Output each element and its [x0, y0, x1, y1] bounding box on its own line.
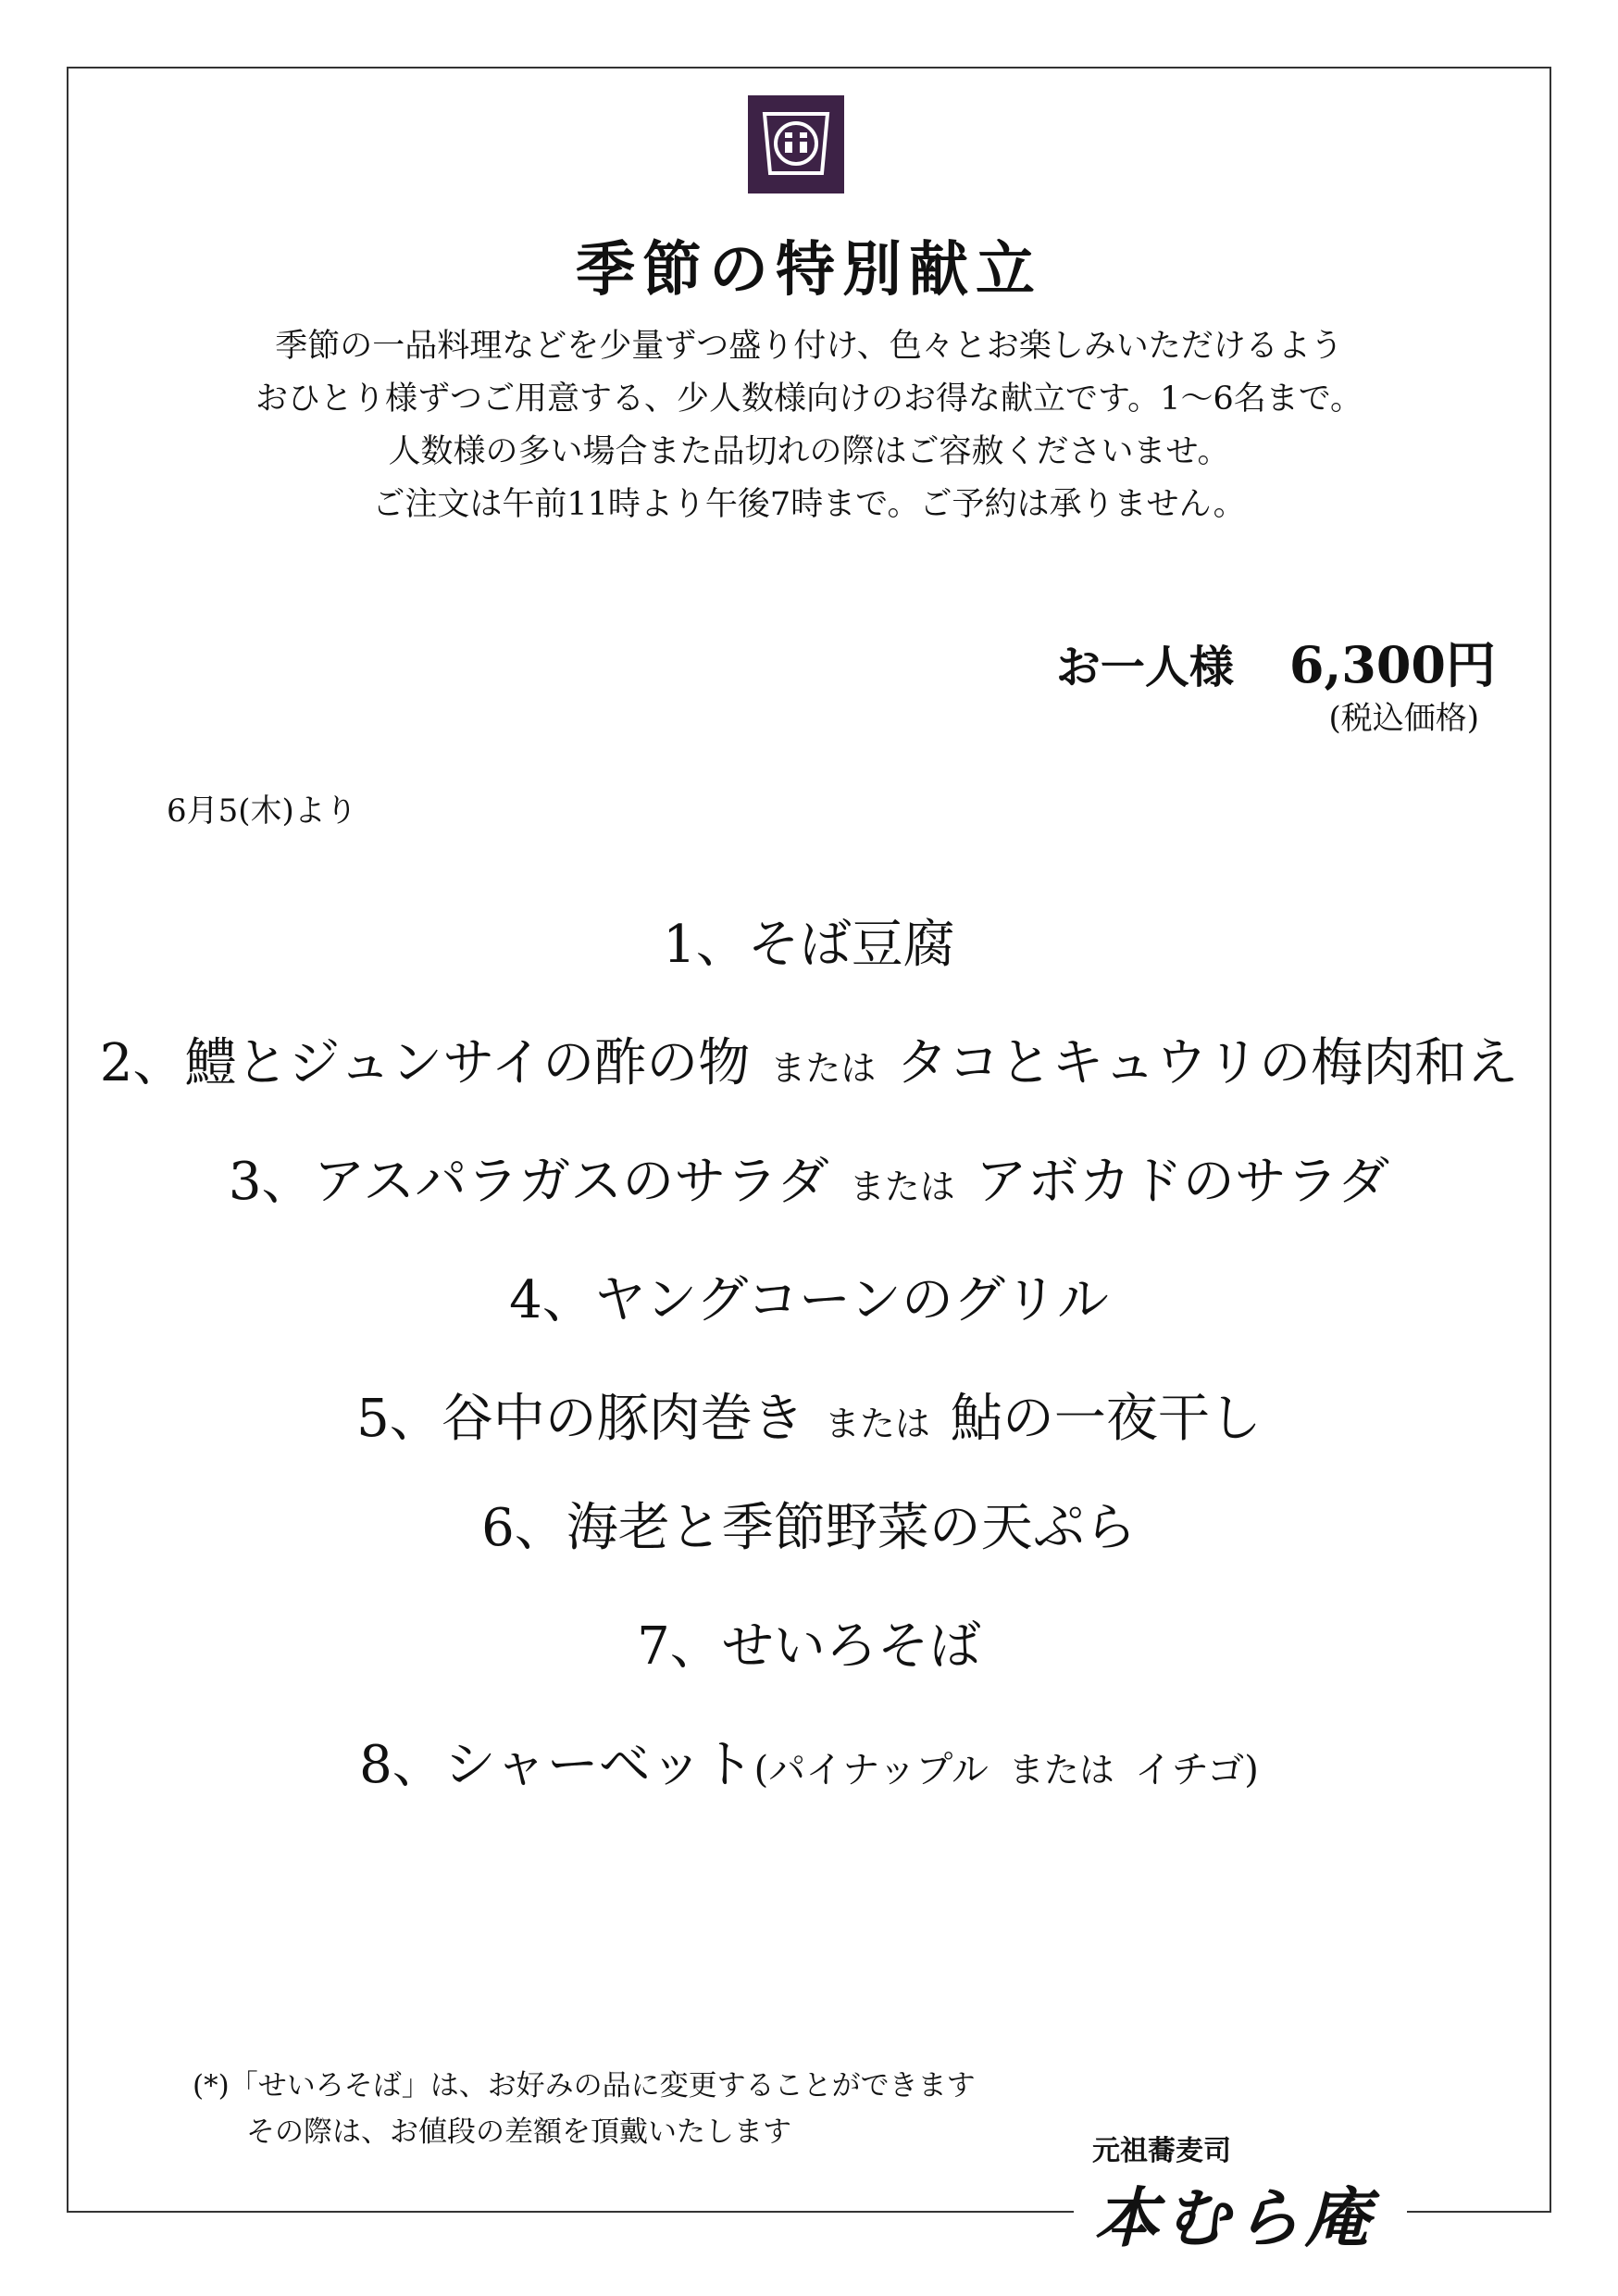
tax-note: (税込価格) — [1328, 700, 1479, 737]
menu-item-alt: 鮎の一夜干し — [950, 1389, 1262, 1449]
start-date: 6月5(木)より — [167, 792, 357, 830]
menu-item — [0, 1487, 1618, 1561]
menu-item-main: 6、海老と季節野菜の天ぷら — [481, 1498, 1137, 1558]
intro-line: 人数様の多い場合また品切れの際はご容赦くださいませ。 — [388, 433, 1230, 470]
menu-item-paren-open: (パイナップル — [753, 1749, 989, 1791]
intro-line: おひとり様ずつご用意する、少人数様向けのお得な献立です。1〜6名まで。 — [255, 381, 1363, 418]
footnote — [193, 2063, 976, 2155]
menu-item-or: または — [824, 1404, 930, 1444]
menu-item — [0, 1378, 1618, 1452]
kamon-logo-icon — [748, 95, 844, 193]
menu-item — [0, 1022, 1618, 1096]
price-amount: 6,300円 — [1288, 635, 1496, 694]
signature-small: 元祖蕎麦司 — [1092, 2135, 1231, 2167]
menu-item — [0, 904, 1618, 978]
menu-item-alt: タコとキュウリの梅肉和え — [896, 1033, 1519, 1093]
menu-item — [0, 1259, 1618, 1333]
menu-item-alt: アボカドのサラダ — [975, 1152, 1390, 1212]
bottom-rule-left — [67, 2211, 1074, 2213]
page-title: 季節の特別献立 — [576, 235, 1042, 305]
menu-item-main: 2、鱧とジュンサイの酢の物 — [99, 1033, 751, 1093]
menu-item — [0, 1141, 1618, 1215]
menu-item — [0, 1605, 1618, 1679]
price-per-person-label: お一人様 — [1055, 642, 1234, 693]
menu-item-main: 8、シャーベット — [359, 1735, 754, 1795]
menu-item-or: または — [849, 1167, 955, 1207]
shop-signature — [1089, 2128, 1400, 2257]
menu-item-main: 4、ヤングコーンのグリル — [509, 1270, 1109, 1330]
price — [1056, 626, 1496, 697]
bottom-rule-right — [1407, 2211, 1551, 2213]
menu-item — [0, 1724, 1618, 1798]
footnote-line: その際は、お値段の差額を頂戴いたします — [246, 2115, 791, 2149]
menu-item-main: 1、そば豆腐 — [663, 915, 955, 975]
intro-text — [0, 320, 1618, 531]
menu-item-or: または — [1008, 1750, 1114, 1791]
intro-line: ご注文は午前11時より午後7時まで。ご予約は承りません。 — [372, 486, 1246, 523]
menu-item-or: または — [770, 1048, 877, 1089]
menu-item-paren-alt: イチゴ) — [1134, 1749, 1259, 1791]
footnote-line: (*)「せいろそば」は、お好みの品に変更することができます — [193, 2069, 976, 2103]
menu-item-main: 5、谷中の豚肉巻き — [356, 1389, 804, 1449]
menu-item-main: 7、せいろそば — [637, 1616, 981, 1677]
menu-item-main: 3、アスパラガスのサラダ — [228, 1152, 829, 1212]
intro-line: 季節の一品料理などを少量ずつ盛り付け、色々とお楽しみいただけるよう — [275, 328, 1343, 365]
signature-large: 本むら庵 — [1094, 2179, 1375, 2256]
